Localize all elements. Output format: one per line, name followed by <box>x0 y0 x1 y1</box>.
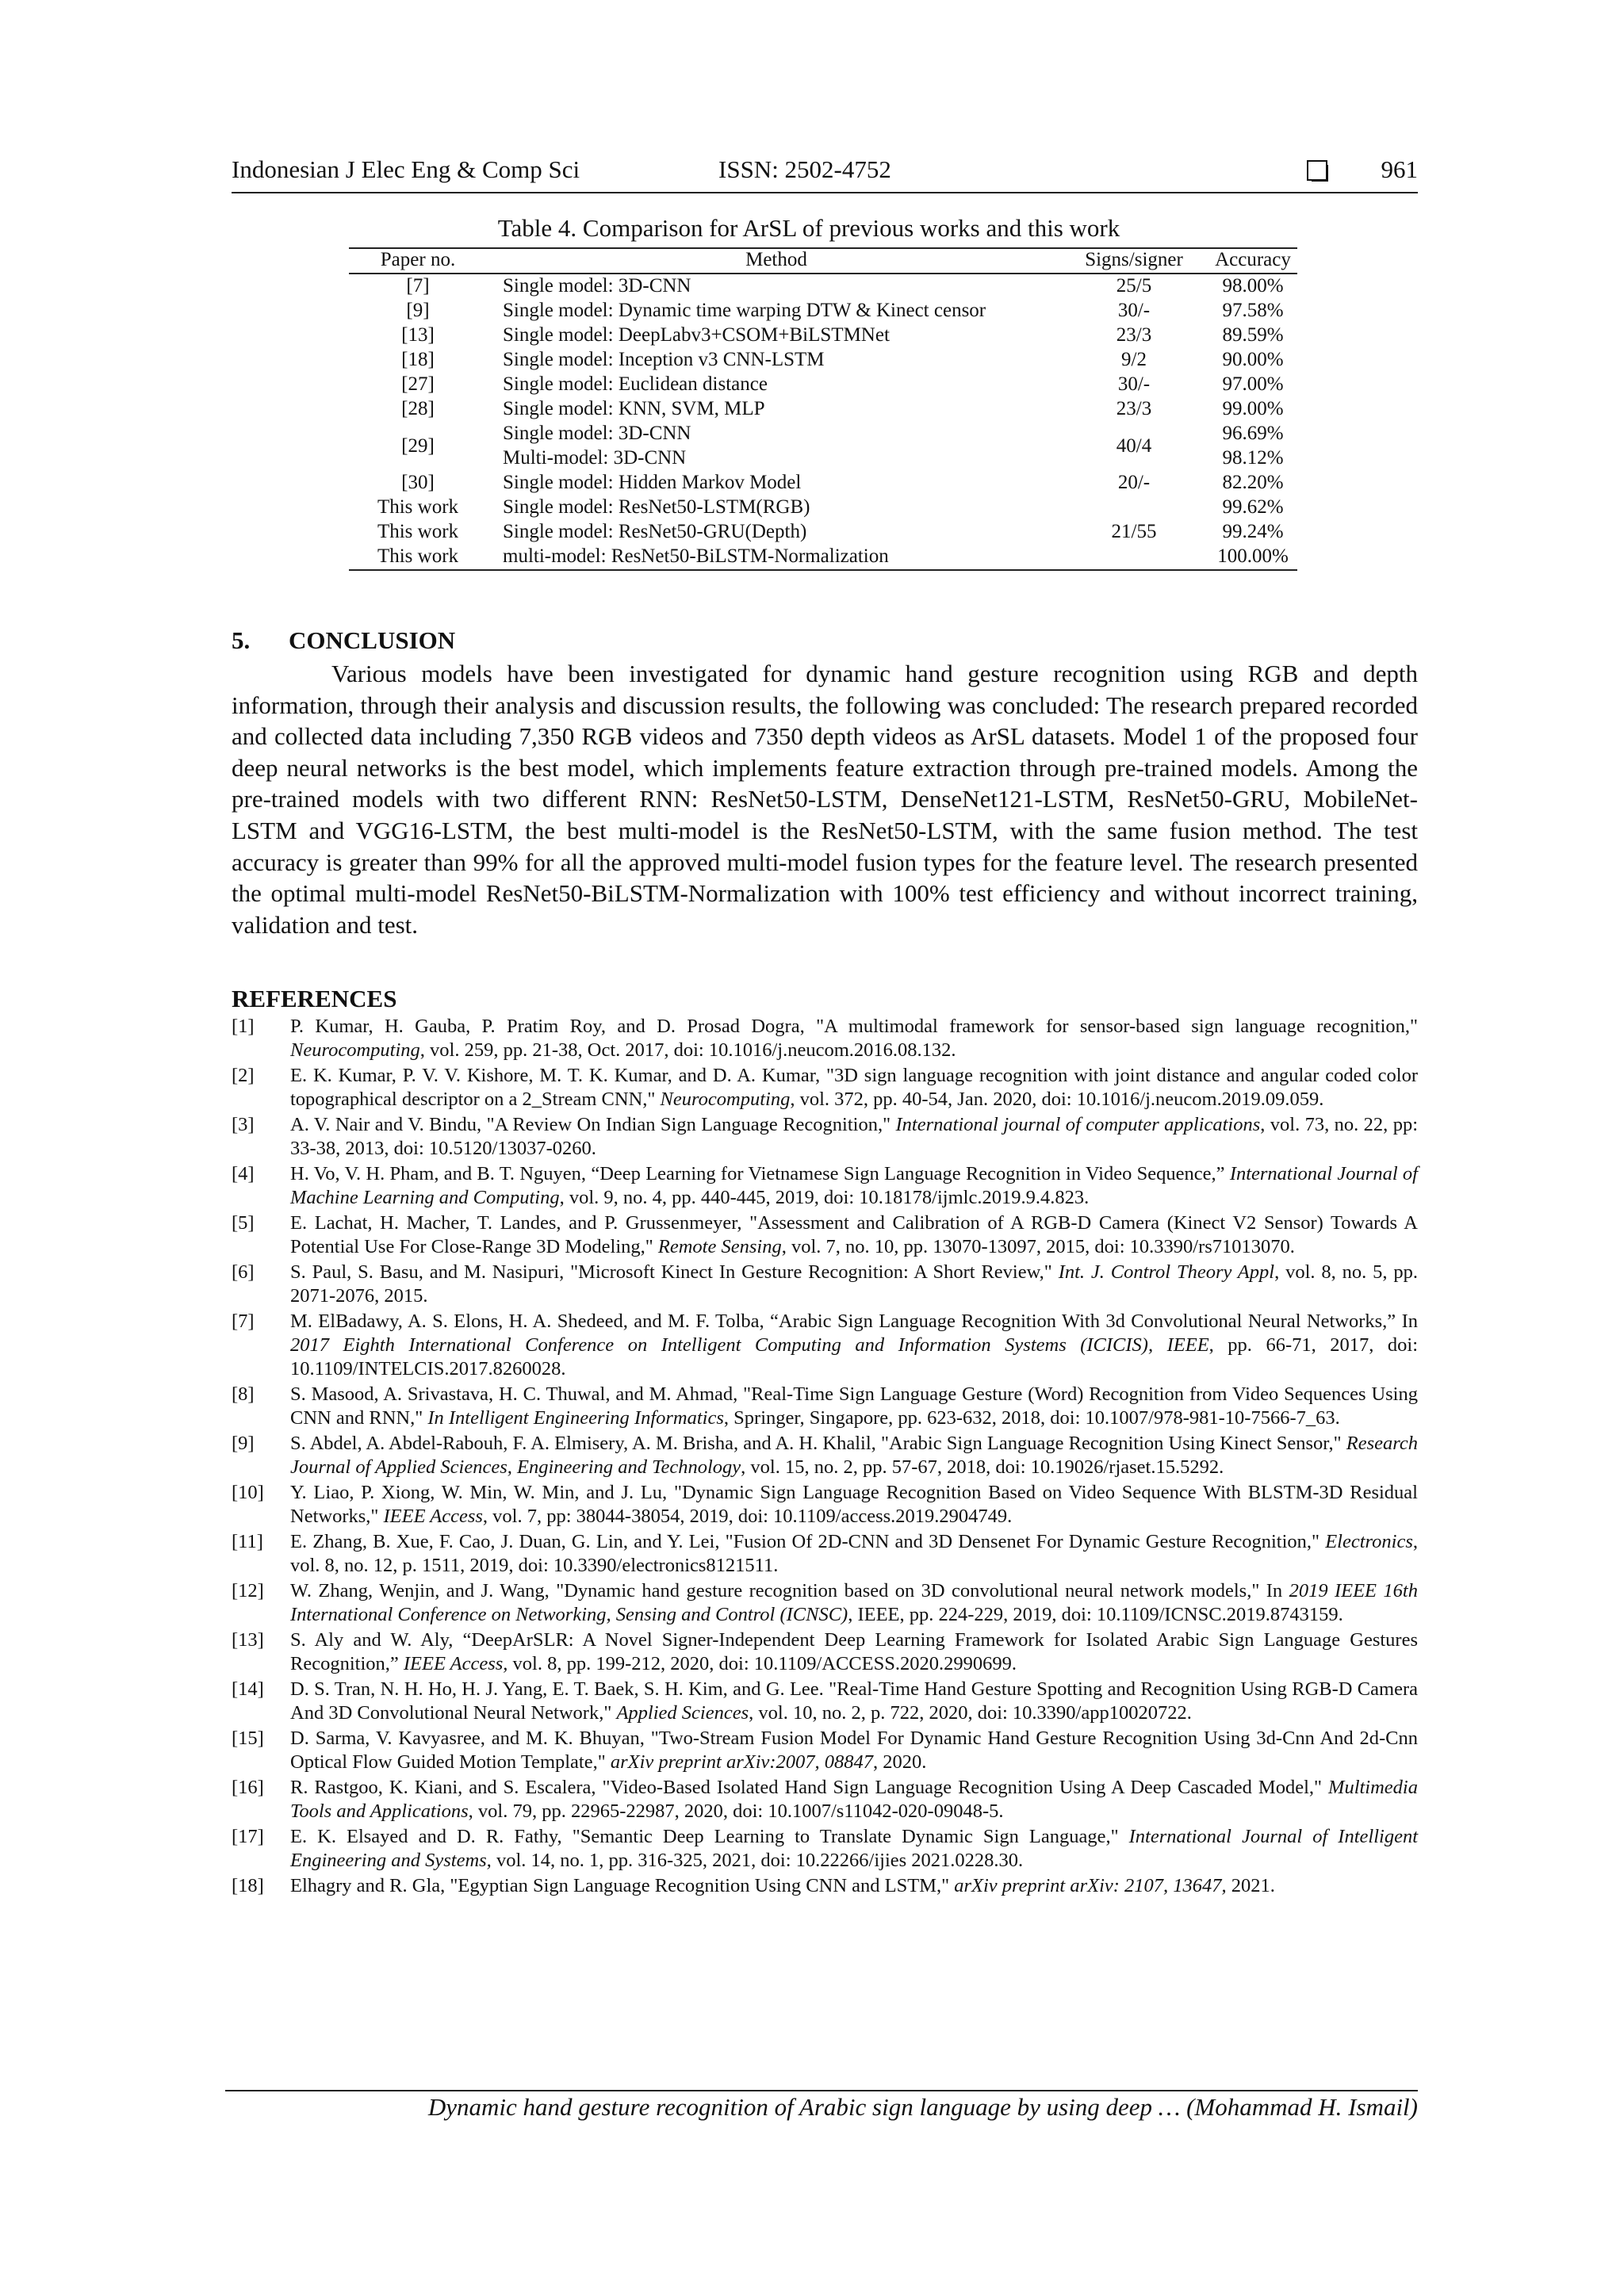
reference-label: [17] <box>232 1826 264 1847</box>
reference-venue: Neurocomputing <box>660 1089 791 1110</box>
reference-item <box>232 1678 1418 1725</box>
reference-item <box>232 1383 1418 1430</box>
reference-venue: arXiv preprint arXiv: 2107, 13647, <box>954 1875 1227 1896</box>
table-cell-accuracy: 97.58% <box>1222 300 1284 321</box>
reference-authors-title: D. S. Tran, N. H. Ho, H. J. Yang, E. T. Baek, S. H. Kim, and G. Lee. "Real-Time Hand Gesture Spotting and Recognition Using RGB-D Camera And 3D Convolutional Neural Network," <box>290 1678 1418 1724</box>
reference-item <box>232 1874 1418 1898</box>
reference-venue: IEEE Access, <box>403 1653 508 1674</box>
reference-item <box>232 1481 1418 1529</box>
table-cell-accuracy: 96.69% <box>1222 423 1284 444</box>
reference-label: [4] <box>232 1163 255 1184</box>
table-cell-paper: [29] <box>401 435 435 457</box>
reference-authors-title: S. Masood, A. Srivastava, H. C. Thuwal, and M. Ahmad, "Real-Time Sign Language Gesture (Word) Recognition from Video Sequences Using CNN and RNN," <box>290 1383 1418 1429</box>
reference-label: [10] <box>232 1482 264 1503</box>
reference-label: [14] <box>232 1678 264 1700</box>
table-bottom-rule <box>349 569 1297 571</box>
reference-label: [18] <box>232 1875 264 1896</box>
table-cell-accuracy: 98.12% <box>1222 447 1284 469</box>
table-cell-accuracy: 98.00% <box>1222 275 1284 297</box>
reference-venue: International journal of computer applications <box>895 1114 1261 1135</box>
table-cell-method: Single model: 3D-CNN <box>503 275 691 297</box>
reference-authors-title: S. Paul, S. Basu, and M. Nasipuri, "Microsoft Kinect In Gesture Recognition: A Short Review," <box>290 1261 1059 1283</box>
reference-label: [6] <box>232 1261 255 1283</box>
table-cell-signs: 30/- <box>1117 373 1151 395</box>
journal-name: Indonesian J Elec Eng & Comp Sci <box>232 155 580 183</box>
table-cell-method: Single model: Dynamic time warping DTW & Kinect censor <box>503 300 986 321</box>
reference-item <box>232 1064 1418 1112</box>
table-cell-accuracy: 82.20% <box>1222 472 1284 493</box>
table-cell-accuracy: 89.59% <box>1222 324 1284 346</box>
checkbox-square-icon <box>1307 160 1327 181</box>
reference-label: [11] <box>232 1531 263 1552</box>
table-cell-signs: 30/- <box>1117 300 1151 321</box>
reference-authors-title: A. V. Nair and V. Bindu, "A Review On Indian Sign Language Recognition," <box>290 1114 896 1135</box>
table-cell-accuracy: 100.00% <box>1217 545 1289 567</box>
reference-venue: Multimedia Tools and Applications <box>290 1777 1418 1822</box>
table-cell-signs: 40/4 <box>1116 435 1152 457</box>
table-cell-paper: [7] <box>406 275 430 297</box>
reference-item <box>232 1261 1418 1308</box>
reference-label: [12] <box>232 1580 264 1601</box>
section-title-conclusion <box>232 626 455 655</box>
issn: ISSN: 2502-4752 <box>718 155 891 183</box>
page-header <box>232 155 1418 193</box>
reference-item <box>232 1530 1418 1578</box>
reference-details: , pp. 66-71, 2017, doi: 10.1109/INTELCIS.2017.8260028. <box>290 1334 1418 1380</box>
table-cell-paper: [9] <box>406 300 430 321</box>
reference-item <box>232 1825 1418 1873</box>
table-cell-signs: 25/5 <box>1116 275 1152 297</box>
table-cell-method: Single model: Inception v3 CNN-LSTM <box>503 349 825 370</box>
reference-details: , vol. 372, pp. 40-54, Jan. 2020, doi: 10.1016/j.neucom.2019.09.059. <box>790 1089 1324 1110</box>
reference-item <box>232 1113 1418 1161</box>
references-title: REFERENCES <box>232 985 397 1012</box>
table-cell-accuracy: 90.00% <box>1222 349 1284 370</box>
references-list <box>232 1015 1418 1900</box>
reference-details: vol. 8, pp. 199-212, 2020, doi: 10.1109/ACCESS.2020.2990699. <box>508 1653 1017 1674</box>
reference-authors-title: M. ElBadawy, A. S. Elons, H. A. Shedeed, and M. F. Tolba, “Arabic Sign Language Recognition With 3d Convolutional Neural Networks,” In <box>290 1311 1418 1332</box>
table-cell-paper: [28] <box>401 398 435 419</box>
section-number: 5. <box>232 626 251 654</box>
reference-venue: 2017 Eighth International Conference on Intelligent Computing and Information Systems (ICICIS), IEEE <box>290 1334 1209 1356</box>
col-header-accuracy: Accuracy <box>1215 249 1291 270</box>
reference-label: [13] <box>232 1629 264 1651</box>
reference-details: , vol. 8, no. 5, pp. 2071-2076, 2015. <box>290 1261 1418 1307</box>
table-cell-method: Single model: KNN, SVM, MLP <box>503 398 765 419</box>
table-cell-signs: 23/3 <box>1116 398 1152 419</box>
reference-authors-title: H. Vo, V. H. Pham, and B. T. Nguyen, “Deep Learning for Vietnamese Sign Language Recognition in Video Sequence,” <box>290 1163 1230 1184</box>
reference-venue: Neurocomputing <box>290 1039 420 1061</box>
reference-item <box>232 1579 1418 1627</box>
reference-details: vol. 14, no. 1, pp. 316-325, 2021, doi: 10.22266/ijies 2021.0228.30. <box>491 1850 1024 1871</box>
reference-label: [16] <box>232 1777 264 1798</box>
page-footer: Dynamic hand gesture recognition of Arabic sign language by using deep … (Mohammad H. Ismail) <box>427 2093 1418 2121</box>
reference-details: , vol. 15, no. 2, pp. 57-67, 2018, doi: 10.19026/rjaset.15.5292. <box>741 1456 1224 1478</box>
reference-venue: Research Journal of Applied Sciences, Engineering and Technology <box>290 1433 1418 1478</box>
table-cell-method: Single model: ResNet50-GRU(Depth) <box>503 521 807 542</box>
table-cell-signs: 20/- <box>1117 472 1151 493</box>
reference-authors-title: S. Aly and W. Aly, “DeepArSLR: A Novel Signer-Independent Deep Learning Framework for Isolated Arabic Sign Language Gestures Recognition,” <box>290 1629 1418 1674</box>
reference-details: , vol. 8, no. 12, p. 1511, 2019, doi: 10.3390/electronics8121511. <box>290 1531 1418 1576</box>
table-cell-paper: [13] <box>401 324 435 346</box>
table-cell-method: Multi-model: 3D-CNN <box>503 447 687 469</box>
reference-venue: Int. J. Control Theory Appl <box>1058 1261 1275 1283</box>
table-cell-method: Single model: 3D-CNN <box>503 423 691 444</box>
reference-authors-title: E. Zhang, B. Xue, F. Cao, J. Duan, G. Lin, and Y. Lei, "Fusion Of 2D-CNN and 3D Densenet For Dynamic Gesture Recognition," <box>290 1531 1326 1552</box>
reference-label: [8] <box>232 1383 255 1405</box>
table-cell-accuracy: 99.62% <box>1222 496 1284 518</box>
reference-authors-title: Y. Liao, P. Xiong, W. Min, W. Min, and J. Lu, "Dynamic Sign Language Recognition Based on Video Sequence With BLSTM-3D Residual Networks," <box>290 1482 1418 1527</box>
reference-item <box>232 1310 1418 1381</box>
reference-venue: Electronics <box>1325 1531 1413 1552</box>
reference-label: [2] <box>232 1065 255 1086</box>
reference-venue: Remote Sensing <box>657 1236 782 1257</box>
table-cell-signs: 21/55 <box>1111 521 1157 542</box>
reference-authors-title: P. Kumar, H. Gauba, P. Pratim Roy, and D. Prosad Dogra, "A multimodal framework for sensor-based sign language recognition," <box>290 1016 1418 1037</box>
reference-details: , vol. 7, pp: 38044-38054, 2019, doi: 10.1109/access.2019.2904749. <box>482 1506 1013 1527</box>
reference-label: [3] <box>232 1114 255 1135</box>
reference-label: [9] <box>232 1433 255 1454</box>
table-cell-signs: 23/3 <box>1116 324 1152 346</box>
reference-item <box>232 1776 1418 1823</box>
reference-authors-title: E. Lachat, H. Macher, T. Landes, and P. Grussenmeyer, "Assessment and Calibration of A RGB-D Camera (Kinect V2 Sensor) Towards A Potential Use For Close-Range 3D Modeling," <box>290 1212 1418 1257</box>
reference-venue: IEEE Access <box>383 1506 483 1527</box>
reference-label: [1] <box>232 1016 255 1037</box>
reference-venue: International Journal of Machine Learning and Computing <box>290 1163 1418 1208</box>
reference-details: , vol. 73, no. 22, pp: 33-38, 2013, doi: 10.5120/13037-0260. <box>290 1114 1418 1159</box>
footer-rule <box>225 2090 1418 2091</box>
reference-item <box>232 1211 1418 1259</box>
reference-item <box>232 1727 1418 1774</box>
reference-label: [7] <box>232 1311 255 1332</box>
reference-authors-title: E. K. Kumar, P. V. V. Kishore, M. T. K. Kumar, and D. A. Kumar, "3D sign language recognition with joint distance and angular coded color topographical descriptor on a 2_Stream CNN," <box>290 1065 1418 1110</box>
reference-authors-title: Elhagry and R. Gla, "Egyptian Sign Language Recognition Using CNN and LSTM," <box>290 1875 955 1896</box>
reference-venue: International Journal of Intelligent Engineering and Systems, <box>290 1826 1419 1871</box>
reference-authors-title: R. Rastgoo, K. Kiani, and S. Escalera, "Video-Based Isolated Hand Sign Language Recognition Using A Deep Cascaded Model," <box>290 1777 1329 1798</box>
table-cell-method: Single model: Euclidean distance <box>503 373 768 395</box>
table-caption: Table 4. Comparison for ArSL of previous works and this work <box>497 214 1120 242</box>
reference-authors-title: S. Abdel, A. Abdel-Rabouh, F. A. Elmisery, A. M. Brisha, and A. H. Khalil, "Arabic Sign Language Recognition Using Kinect Sensor," <box>290 1433 1346 1454</box>
table-cell-paper: [27] <box>401 373 435 395</box>
table-cell-accuracy: 97.00% <box>1222 373 1284 395</box>
reference-label: [5] <box>232 1212 255 1234</box>
reference-details: , vol. 79, pp. 22965-22987, 2020, doi: 10.1007/s11042-020-09048-5. <box>468 1800 1004 1822</box>
reference-authors-title: E. K. Elsayed and D. R. Fathy, "Semantic Deep Learning to Translate Dynamic Sign Language," <box>290 1826 1129 1847</box>
table-cell-method: Single model: ResNet50-LSTM(RGB) <box>503 496 810 518</box>
reference-details: , IEEE, pp. 224-229, 2019, doi: 10.1109/ICNSC.2019.8743159. <box>848 1604 1343 1625</box>
col-header-method: Method <box>745 249 807 270</box>
reference-details: , vol. 7, no. 10, pp. 13070-13097, 2015, doi: 10.3390/rs71013070. <box>781 1236 1295 1257</box>
table-cell-accuracy: 99.24% <box>1222 521 1284 542</box>
table-cell-paper: [30] <box>401 472 435 493</box>
reference-details: , Springer, Singapore, pp. 623-632, 2018, doi: 10.1007/978-981-10-7566-7_63. <box>723 1407 1340 1429</box>
reference-details: , 2020. <box>873 1751 927 1773</box>
reference-details: 2021. <box>1226 1875 1275 1896</box>
table-cell-paper: [18] <box>401 349 435 370</box>
reference-authors-title: W. Zhang, Wenjin, and J. Wang, "Dynamic hand gesture recognition based on 3D convolutional neural network models," In <box>290 1580 1289 1601</box>
conclusion-paragraph: Various models have been investigated for dynamic hand gesture recognition using RGB and depth information, through their analysis and discussion results, the following was concluded: The research prepared recorded and collected data including 7,350 RGB videos and 7350 depth videos as ArSL datasets. Model 1 of the proposed four deep neural networks is the best model, which implements feature extraction through pre-trained models. Among the pre-trained models with two different RNN: ResNet50-LSTM, DenseNet121-LSTM, ResNet50-GRU, MobileNet-LSTM and VGG16-LSTM, the best multi-model is the ResNet50-LSTM, with the same fusion method. The test accuracy is greater than 99% for all the approved multi-model fusion types for the feature level. The research presented the optimal multi-model ResNet50-BiLSTM-Normalization with 100% test efficiency and without incorrect training, validation and test. <box>232 660 1418 939</box>
table-cell-paper: This work <box>377 545 459 567</box>
reference-details: , vol. 10, no. 2, p. 722, 2020, doi: 10.3390/app10020722. <box>749 1702 1192 1724</box>
reference-label: [15] <box>232 1728 264 1749</box>
table-cell-signs: 9/2 <box>1121 349 1147 370</box>
reference-venue: Applied Sciences <box>616 1702 749 1724</box>
table-cell-method: multi-model: ResNet50-BiLSTM-Normalization <box>503 545 889 567</box>
table-cell-accuracy: 99.00% <box>1222 398 1284 419</box>
reference-details: , vol. 259, pp. 21-38, Oct. 2017, doi: 10.1016/j.neucom.2016.08.132. <box>419 1039 956 1061</box>
col-header-signs: Signs/signer <box>1085 249 1183 270</box>
reference-venue: 2019 IEEE 16th International Conference on Networking, Sensing and Control (ICNSC) <box>290 1580 1418 1625</box>
table-cell-method: Single model: DeepLabv3+CSOM+BiLSTMNet <box>503 324 890 346</box>
reference-authors-title: D. Sarma, V. Kavyasree, and M. K. Bhuyan, "Two-Stream Fusion Model For Dynamic Hand Gesture Recognition Using 3d-Cnn And 2d-Cnn Optical Flow Guided Motion Template," <box>290 1728 1418 1773</box>
reference-item <box>232 1432 1418 1479</box>
reference-item <box>232 1162 1418 1210</box>
page-number: 961 <box>1381 155 1418 183</box>
reference-item <box>232 1628 1418 1676</box>
table-cell-paper: This work <box>377 521 459 542</box>
col-header-paper: Paper no. <box>380 249 456 270</box>
table-cell-paper: This work <box>377 496 459 518</box>
table-cell-method: Single model: Hidden Markov Model <box>503 472 802 493</box>
reference-venue: arXiv preprint arXiv:2007, 08847 <box>610 1751 874 1773</box>
reference-details: , vol. 9, no. 4, pp. 440-445, 2019, doi: 10.18178/ijmlc.2019.9.4.823. <box>559 1187 1090 1208</box>
reference-venue: In Intelligent Engineering Informatics <box>427 1407 724 1429</box>
section-title-text: CONCLUSION <box>289 626 456 654</box>
reference-item <box>232 1015 1418 1062</box>
